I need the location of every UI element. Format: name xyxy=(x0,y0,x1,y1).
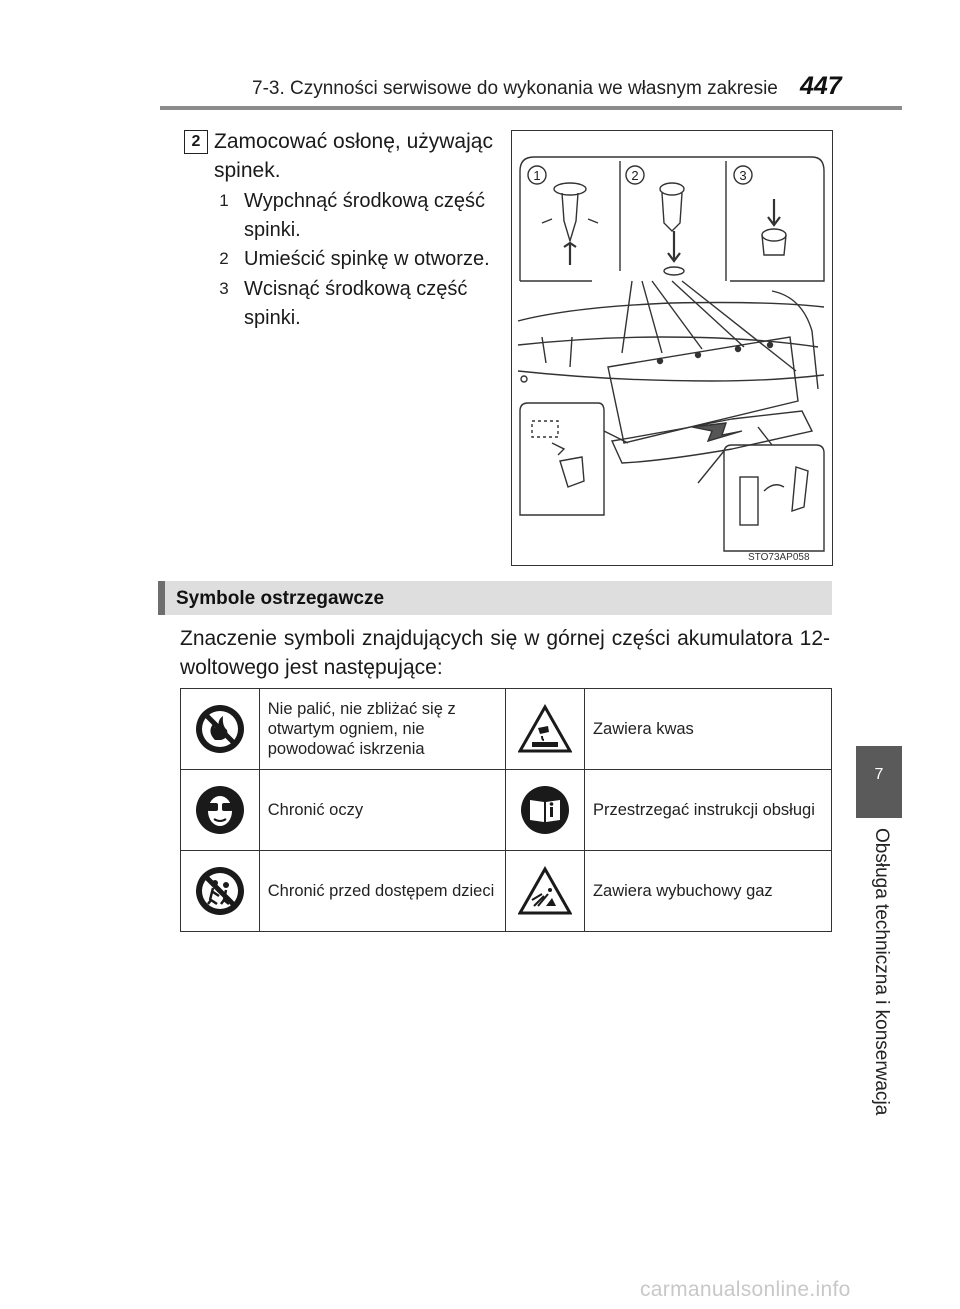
symbol-description: Chronić przed dostępem dzieci xyxy=(259,851,505,932)
table-row xyxy=(181,770,832,851)
substep-text: Umieścić spinkę w otworze. xyxy=(244,248,490,270)
figure-code: STO73AP058 xyxy=(748,552,810,563)
symbol-cell xyxy=(181,851,260,932)
step-number-badge: 2 xyxy=(184,130,208,154)
header-divider xyxy=(160,106,902,110)
warning-symbols-table xyxy=(180,688,832,932)
watermark: carmanualsonline.info xyxy=(640,1278,851,1301)
illustration-drawing xyxy=(512,131,832,565)
header-title: 7-3. Czynności serwisowe do wykonania we własnym zakresie xyxy=(252,78,778,99)
symbol-description: Zawiera wybuchowy gaz xyxy=(584,851,831,932)
chapter-title: Obsługa techniczna i konserwacja xyxy=(871,828,892,1116)
callout-3: 3 xyxy=(739,168,747,183)
symbol-cell xyxy=(505,770,584,851)
no-fire-icon xyxy=(195,704,245,754)
explosive-gas-icon xyxy=(518,866,572,916)
step-text: Zamocować osłonę, używając spinek. xyxy=(214,130,493,182)
callout-2: 2 xyxy=(631,168,639,183)
symbol-description: Zawiera kwas xyxy=(584,689,831,770)
section-title: Symbole ostrzegawcze xyxy=(176,588,385,609)
callout-1: 1 xyxy=(533,168,541,183)
substep-number: 2 xyxy=(219,249,229,268)
manual-icon xyxy=(520,785,570,835)
substep-text: Wcisnąć środkową część spinki. xyxy=(244,278,468,329)
page-number: 447 xyxy=(800,72,842,100)
acid-warning-icon xyxy=(518,704,572,754)
keep-away-children-icon xyxy=(195,866,245,916)
symbol-description: Przestrzegać instrukcji obsługi xyxy=(584,770,831,851)
chapter-number: 7 xyxy=(874,766,884,783)
substep-text: Wypchnąć środkową część spinki. xyxy=(244,190,486,241)
substep-number: 1 xyxy=(219,191,229,210)
symbol-cell xyxy=(181,770,260,851)
substep-number: 3 xyxy=(219,279,229,298)
clip-installation-illustration xyxy=(511,130,833,566)
section-intro: Znaczenie symboli znajdujących się w górnej części akumulatora 12-woltowego jest następujące: xyxy=(180,627,830,679)
symbol-cell xyxy=(181,689,260,770)
symbol-description: Nie palić, nie zbliżać się z otwartym ogniem, nie powodować iskrzenia xyxy=(259,689,505,770)
symbol-cell xyxy=(505,851,584,932)
table-row xyxy=(181,851,832,932)
table-row xyxy=(181,689,832,770)
symbol-description: Chronić oczy xyxy=(259,770,505,851)
eye-protection-icon xyxy=(195,785,245,835)
symbol-cell xyxy=(505,689,584,770)
